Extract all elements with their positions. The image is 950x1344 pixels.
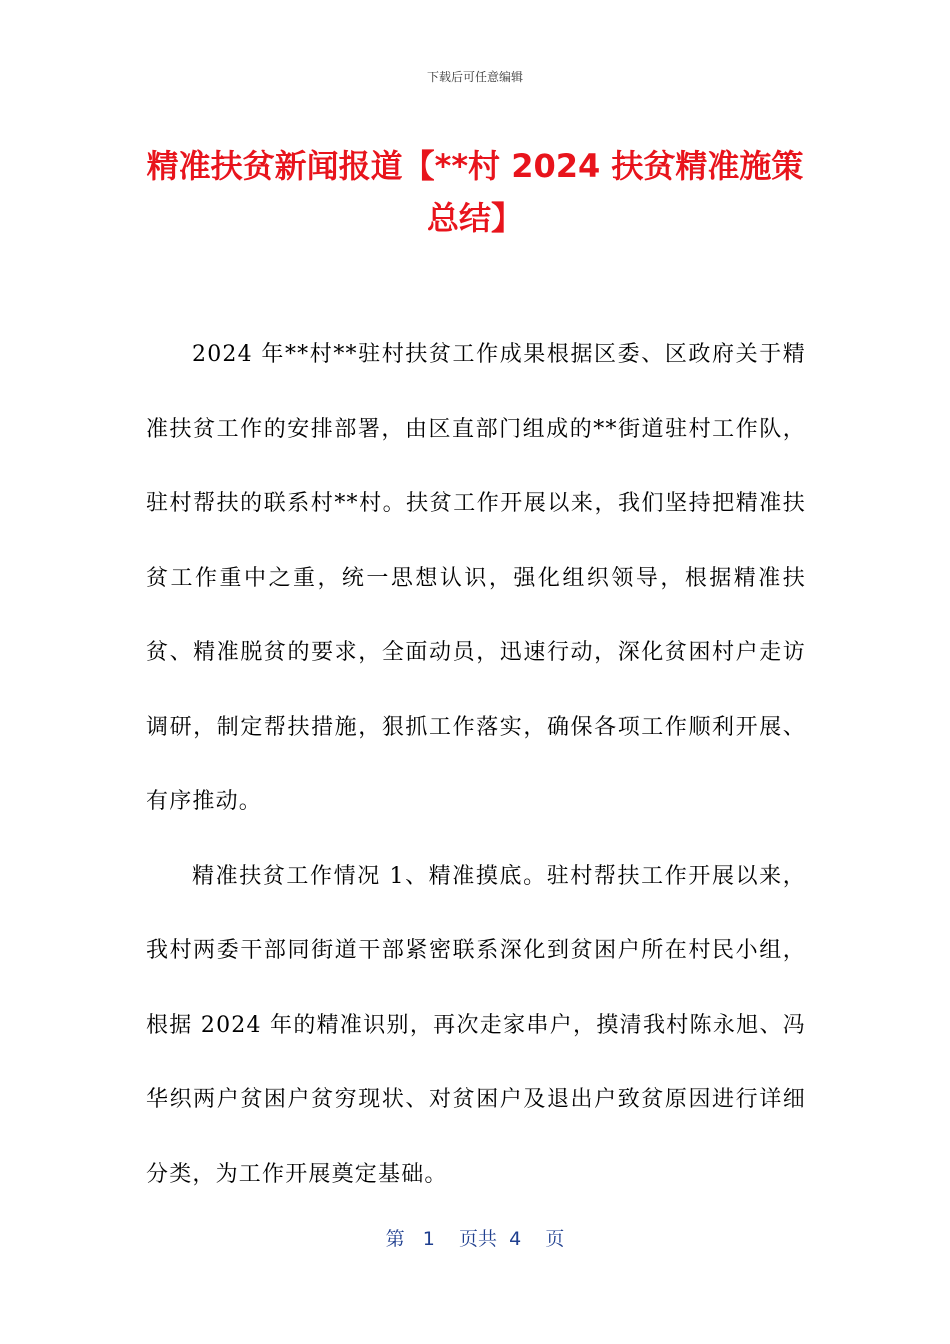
- footer-middle: 页共: [459, 1228, 498, 1250]
- footer-page-total: 4: [509, 1228, 522, 1250]
- paragraph-intro: 2024 年**村**驻村扶贫工作成果根据区委、区政府关于精准扶贫工作的安排部署，由区直部门组成的**街道驻村工作队，驻村帮扶的联系村**村。扶贫工作开展以来，我们坚持把精准扶贫工作重中之重，统一思想认识，强化组织领导，根据精准扶贫、精准脱贫的要求，全面动员，迅速行动，深化贫困村户走访调研，制定帮扶措施，狠抓工作落实，确保各项工作顺利开展、有序推动。: [146, 342, 806, 814]
- document-body: [146, 318, 806, 1212]
- header-note: 下载后可任意编辑: [426, 70, 523, 84]
- footer-suffix: 页: [545, 1228, 565, 1250]
- document-title: 精准扶贫新闻报道【**村 2024 扶贫精准施策总结】: [146, 147, 804, 237]
- page-footer: [0, 1224, 950, 1251]
- footer-page-current: 1: [422, 1228, 435, 1250]
- paragraph-situation: 精准扶贫工作情况 1、精准摸底。驻村帮扶工作开展以来，我村两委干部同街道干部紧密联系深化到贫困户所在村民小组，根据 2024 年的精准识别，再次走家串户，摸清我村陈永旭、冯华织两户贫困户贫穷现状、对贫困户及退出户致贫原因进行详细分类，为工作开展奠定基础。: [146, 863, 806, 1187]
- footer-prefix: 第: [385, 1228, 405, 1250]
